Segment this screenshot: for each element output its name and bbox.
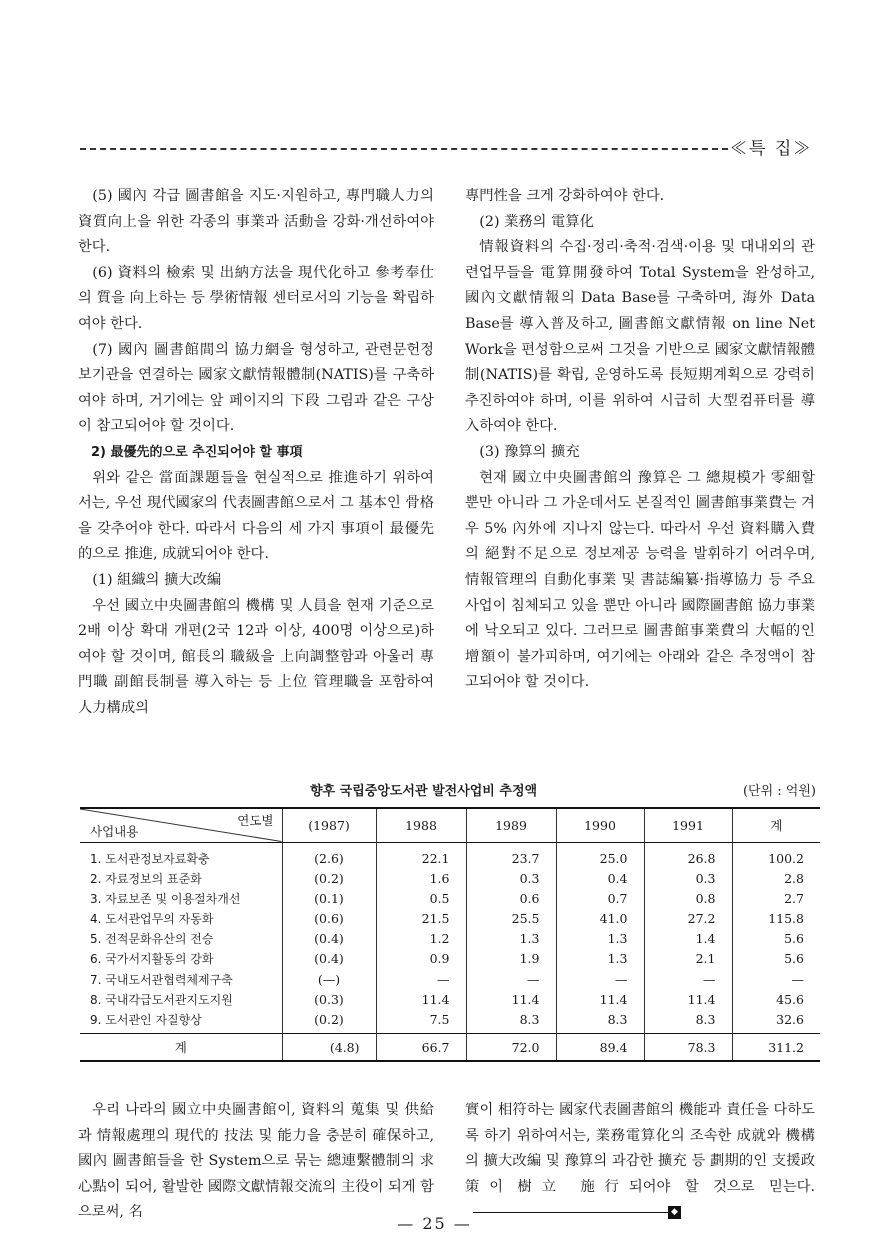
table-cell: (0.2) [282, 1009, 376, 1033]
table-cell: 8.3 [556, 1009, 644, 1033]
subsection-heading: (1) 組織의 擴大改編 [92, 571, 222, 588]
row-label: 5. 전적문화유산의 전승 [90, 932, 214, 947]
table-cell: — [376, 969, 466, 989]
table-cell: 41.0 [556, 908, 644, 928]
table-cell: 0.5 [376, 888, 466, 908]
bottom-right-column [465, 1098, 815, 1226]
table-cell: 2.1 [644, 949, 732, 969]
table-cell: 1.2 [376, 929, 466, 949]
table-caption [80, 780, 820, 802]
table-cell: 11.4 [376, 989, 466, 1009]
paragraph: 현재 國立中央圖書館의 豫算은 그 總規模가 零細할 뿐만 아니라 그 가운데서도 본질적인 圖書館事業費는 겨우 5% 內外에 지나지 않는다. 따라서 우선 資料購入費의 絕對不足으로 정보제공 능력을 발휘하기 어려우며, 情報管理의 自動化事業 및 書誌編纂·指導協力 등 주요 사업이 침체되고 있을 뿐만 아니라 國際圖書館 協力事業에 낙오되고 있다. 그러므로 圖書館事業費의 大幅的인 增額이 불가피하며, 여기에는 아래와 같은 추정액이 참고되어야 할 것이다. [465, 469, 815, 691]
table-cell: 5.6 [732, 949, 820, 969]
table-cell: (0.4) [282, 929, 376, 949]
row-label: 2. 자료정보의 표준화 [90, 871, 202, 886]
table-cell: 8.3 [466, 1009, 556, 1033]
row-label: 4. 도서관업무의 자동화 [90, 911, 214, 926]
paragraph: (7) 國內 圖書館間의 協力網을 형성하고, 관련문헌정보기관을 연결하는 國家文獻情報體制(NATIS)를 구축하여야 하며, 거기에는 앞 페이지의 下段 그림과 같은 구상이 참고되어야 할 것이다. [78, 341, 434, 435]
column-header: 1990 [556, 808, 644, 842]
row-label: 9. 도서관인 자질향상 [90, 1012, 202, 1027]
column-header: 1991 [644, 808, 732, 842]
budget-table [80, 807, 820, 1062]
table-cell: 8.3 [644, 1009, 732, 1033]
table-title: 향후 국립중앙도서관 발전사업비 추정액 [310, 784, 538, 799]
closing-text: 實이 相符하는 國家代表圖書館의 機能과 責任을 다하도록 하기 위하여서는, 業務電算化의 조속한 成就와 機構의 擴大改編 및 豫算의 과감한 擴充 등 劃期的인 支援政策이 樹立 施行되어야 할 것으로 믿는다. [465, 1102, 815, 1195]
table-cell: 1.9 [466, 949, 556, 969]
table-cell: 0.6 [466, 888, 556, 908]
table-cell: (0.6) [282, 908, 376, 928]
table-cell: 1.6 [376, 868, 466, 888]
table-cell: 0.3 [644, 868, 732, 888]
table-cell: 1.3 [556, 929, 644, 949]
table-row [80, 908, 820, 928]
table-cell: 1.4 [644, 929, 732, 949]
table-cell: 27.2 [644, 908, 732, 928]
table-cell: 1.3 [556, 949, 644, 969]
end-mark-icon: ◆ [668, 1206, 681, 1219]
row-label: 3. 자료보존 및 이용절차개선 [90, 891, 241, 906]
table-cell: (0.4) [282, 949, 376, 969]
table-cell: (2.6) [282, 842, 376, 868]
table-cell: 2.7 [732, 888, 820, 908]
table-header-row [80, 808, 820, 842]
table-row [80, 888, 820, 908]
paragraph: 專門性을 크게 강화하여야 한다. [465, 188, 665, 204]
column-header: 1988 [376, 808, 466, 842]
table-cell: (—) [282, 969, 376, 989]
section-title: ≪특 집≫ [730, 139, 813, 159]
total-cell: (4.8) [282, 1033, 376, 1061]
header-rule [80, 148, 728, 150]
paragraph: 우리 나라의 國立中央圖書館이, 資料의 蒐集 및 供給과 情報處理의 現代的 技法 및 能力을 충분히 確保하고, 國內 圖書館들을 한 System으로 묶는 總連繫體制의 求心點이 되어, 활발한 國際文獻情報交流의 主役이 되게 함으로써, 名 [78, 1102, 434, 1221]
end-rule [473, 1212, 668, 1213]
table-cell: 0.4 [556, 868, 644, 888]
table-row [80, 969, 820, 989]
table-cell: (0.2) [282, 868, 376, 888]
total-cell: 89.4 [556, 1033, 644, 1061]
table-cell: 45.6 [732, 989, 820, 1009]
table-cell: 25.5 [466, 908, 556, 928]
header-content-label: 사업내용 [90, 823, 139, 839]
table-cell: 0.3 [466, 868, 556, 888]
row-label: 1. 도서관정보자료확충 [90, 851, 210, 866]
right-column [465, 184, 815, 696]
table-cell: 115.8 [732, 908, 820, 928]
table-cell: 25.0 [556, 842, 644, 868]
row-label: 6. 국가서지활동의 강화 [90, 952, 214, 967]
table-cell: 5.6 [732, 929, 820, 949]
table-cell: 0.8 [644, 888, 732, 908]
table-cell: 26.8 [644, 842, 732, 868]
table-cell: 2.8 [732, 868, 820, 888]
paragraph: 情報資料의 수집·정리·축적·검색·이용 및 대내외의 관련업무들을 電算開發하여 Total System을 완성하고, 國內文獻情報의 Data Base를 구축하며, 海外 Data Base를 導入普及하고, 圖書館文獻情報 on line Net Work을 편성함으로써 그것을 기반으로 國家文獻情報體制(NATIS)를 확립, 운영하도록 長短期계획으로 강력히 추진하여야 하며, 이를 위하여 시급히 大型컴퓨터를 導入하여야 한다. [465, 239, 815, 435]
table-cell: 21.5 [376, 908, 466, 928]
table-cell: 23.7 [466, 842, 556, 868]
total-cell: 78.3 [644, 1033, 732, 1061]
row-label: 7. 국내도서관협력체제구축 [90, 972, 233, 987]
table-cell: — [732, 969, 820, 989]
table-cell: 7.5 [376, 1009, 466, 1033]
table-total-row [80, 1033, 820, 1061]
table-cell: — [644, 969, 732, 989]
column-header: 1989 [466, 808, 556, 842]
bottom-left-column [78, 1098, 434, 1226]
table-cell: 0.7 [556, 888, 644, 908]
subsection-heading: (2) 業務의 電算化 [479, 213, 594, 230]
table-cell: 11.4 [556, 989, 644, 1009]
table-row [80, 1009, 820, 1033]
table-cell: 100.2 [732, 842, 820, 868]
header-year-label: 연도별 [237, 813, 274, 828]
column-header: 계 [732, 808, 820, 842]
table-row [80, 989, 820, 1009]
table-cell: 22.1 [376, 842, 466, 868]
total-cell: 66.7 [376, 1033, 466, 1061]
page-number: — 25 — [397, 1214, 472, 1233]
table-cell: 32.6 [732, 1009, 820, 1033]
section-heading: 2) 最優先的으로 추진되어야 할 事項 [91, 444, 303, 460]
subsection-heading: (3) 豫算의 擴充 [479, 443, 580, 460]
table-cell: 11.4 [644, 989, 732, 1009]
table-cell: 1.3 [466, 929, 556, 949]
total-label: 계 [174, 1040, 187, 1056]
total-cell: 311.2 [732, 1033, 820, 1061]
table-unit: (단위 : 억원) [742, 784, 816, 799]
column-header: (1987) [282, 808, 376, 842]
table-cell: (0.3) [282, 989, 376, 1009]
table-cell: (0.1) [282, 888, 376, 908]
table-cell: — [556, 969, 644, 989]
header-diagonal-cell [80, 808, 282, 842]
table-row [80, 949, 820, 969]
left-column [78, 184, 434, 721]
table-row [80, 929, 820, 949]
paragraph: 위와 같은 當面課題들을 현실적으로 推進하기 위하여서는, 우선 現代國家의 代表圖書館으로서 그 基本인 骨格을 갖추어야 한다. 따라서 다음의 세 가지 事項이 最優先的으로 推進, 成就되어야 한다. [78, 469, 434, 563]
table-cell: — [466, 969, 556, 989]
table-cell: 11.4 [466, 989, 556, 1009]
table-row [80, 842, 820, 868]
paragraph: (6) 資料의 檢索 및 出納方法을 現代化하고 參考奉仕의 質을 向上하는 등 學術情報 센터로서의 기능을 확립하여야 한다. [78, 264, 434, 332]
paragraph: 우선 國立中央圖書館의 機構 및 人員을 현재 기준으로 2배 이상 확대 개편(2국 12과 이상, 400명 이상으로)하여야 할 것이며, 館長의 職級을 上向調整함과 아울러 專門職 副館長制를 導入하는 등 上位 管理職을 포함하여 人力構成의 [78, 597, 434, 716]
table-row [80, 868, 820, 888]
total-cell: 72.0 [466, 1033, 556, 1061]
row-label: 8. 국내각급도서관지도지원 [90, 992, 233, 1007]
paragraph [465, 1098, 815, 1226]
table-cell: 0.9 [376, 949, 466, 969]
paragraph: (5) 國內 각급 圖書館을 지도·지원하고, 專門職人力의 資質向上을 위한 각종의 事業과 活動을 강화·개선하여야 한다. [78, 188, 434, 256]
